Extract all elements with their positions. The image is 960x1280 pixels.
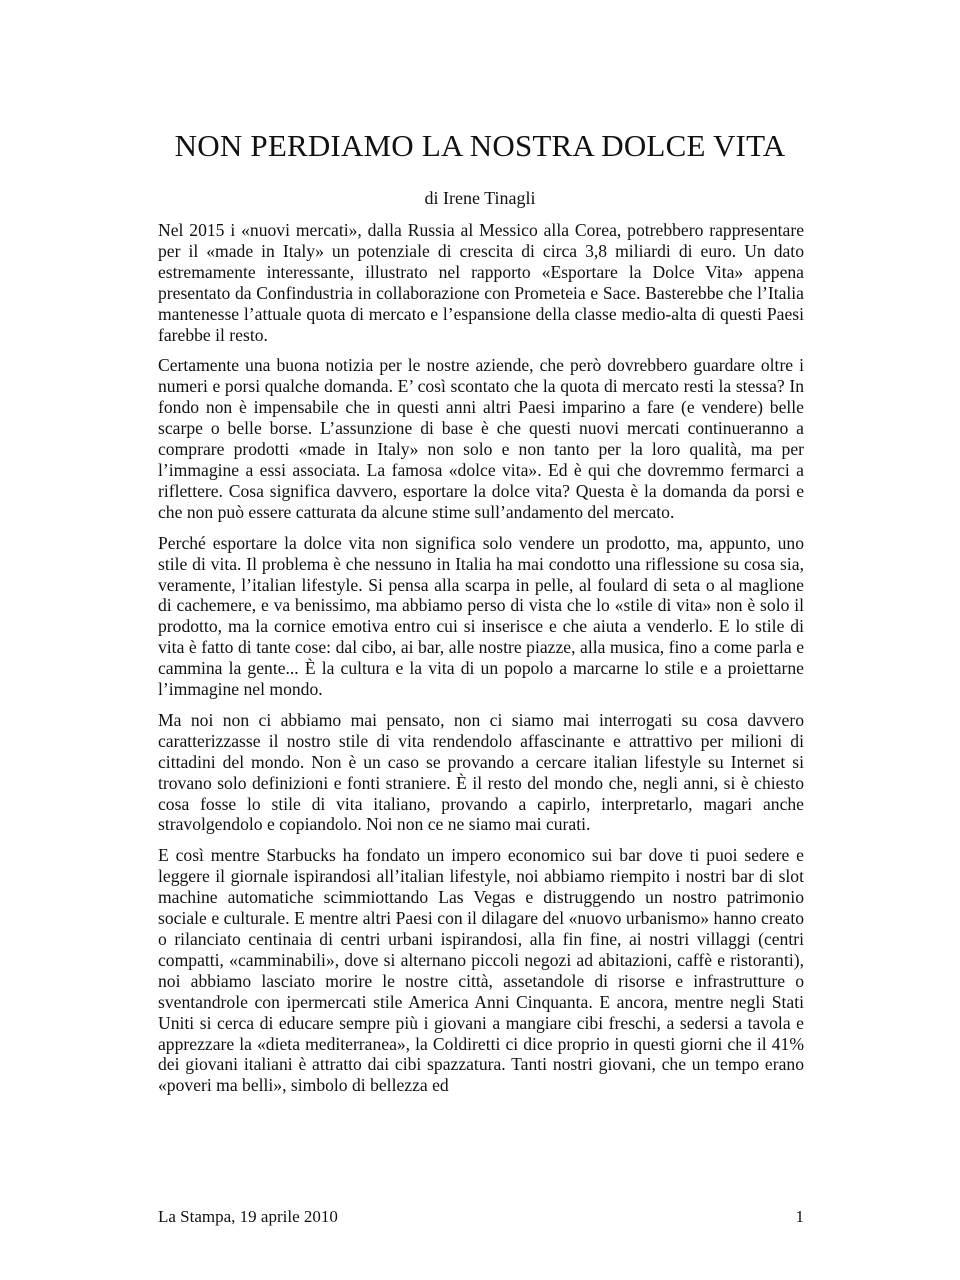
article-body bbox=[158, 220, 804, 1106]
paragraph-2: Certamente una buona notizia per le nostre aziende, che però dovrebbero guardare oltre i numeri e porsi qualche domanda. E’ così scontato che la quota di mercato resti la stessa? In fondo non è impensabile che in questi anni altri Paesi imparino a fare (e vendere) belle scarpe o belle borse. L’assunzione di base è che questi nuovi mercati continueranno a comprare prodotti «made in Italy» non solo e non tanto per la loro qualità, ma per l’immagine a essi associata. La famosa «dolce vita». Ed è qui che dovremmo fermarci a riflettere. Cosa significa davvero, esportare la dolce vita? Questa è la domanda da porsi e che non può essere catturata da alcune stime sull’andamento del mercato. bbox=[158, 355, 804, 522]
article-byline: di Irene Tinagli bbox=[424, 188, 536, 208]
paragraph-3: Perché esportare la dolce vita non significa solo vendere un prodotto, ma, appunto, uno stile di vita. Il problema è che nessuno in Italia ha mai condotto una riflessione su cosa sia, veramente, l’italian lifestyle. Si pensa alla scarpa in pelle, al foulard di seta o al maglione di cachemere, e va benissimo, ma abbiamo perso di vista che lo «stile di vita» non è solo il prodotto, ma la cornice emotiva entro cui si inserisce e che aiuta a venderlo. E lo stile di vita è fatto di tante cose: dal cibo, ai bar, alle nostre piazze, alla musica, fino a come parla e cammina la gente... È la cultura e la vita di un popolo a marcarne lo stile e a proiettarne l’immagine nel mondo. bbox=[158, 532, 804, 700]
page-number: 1 bbox=[795, 1207, 804, 1226]
paragraph-1: Nel 2015 i «nuovi mercati», dalla Russia al Messico alla Corea, potrebbero rappresentare per il «made in Italy» un potenziale di crescita di circa 3,8 miliardi di euro. Un dato estremamente interessante, illustrato nel rapporto «Esportare la Dolce Vita» appena presentato da Confindustria in collaborazione con Prometeia e Sace. Basterebbe che l’Italia mantenesse l’attuale quota di mercato e l’espansione della classe medio-alta di questi Paesi farebbe il resto. bbox=[158, 220, 804, 345]
paragraph-5: E così mentre Starbucks ha fondato un impero economico sui bar dove ti puoi sedere e leggere il giornale ispirandosi all’italian lifestyle, noi abbiamo riempito i nostri bar di slot machine automatiche scimmiottando Las Vegas e distruggendo un nostro patrimonio sociale e culturale. E mentre altri Paesi con il dilagare del «nuovo urbanismo» hanno creato o rilanciato centinaia di centri urbani ispirandosi, alla fin fine, ai nostri villaggi (centri compatti, «camminabili», dove si alternano piccoli negozi ad abitazioni, caffè e ristoranti), noi abbiamo lasciato morire le nostre città, assetandole di risorse e infrastrutture o sventandrole con ipermercati stile America Anni Cinquanta. E ancora, mentre negli Stati Uniti si cerca di educare sempre più i giovani a mangiare cibi freschi, a sedersi a tavola e apprezzare la «dieta mediterranea», la Coldiretti ci dice proprio in questi giorni che il 41% dei giovani italiani è attratto dai cibi spazzatura. Tanti nostri giovani, che un tempo erano «poveri ma belli», simbolo di bellezza ed bbox=[158, 845, 804, 1096]
article-title: NON PERDIAMO LA NOSTRA DOLCE VITA bbox=[174, 128, 786, 163]
paragraph-4: Ma noi non ci abbiamo mai pensato, non ci siamo mai interrogati su cosa davvero caratterizzasse il nostro stile di vita rendendolo affascinante e attrattivo per milioni di cittadini del mondo. Non è un caso se provando a cercare italian lifestyle su Internet si trovano solo definizioni e fonti straniere. È il resto del mondo che, negli anni, si è chiesto cosa fosse lo stile di vita italiano, provando a capirlo, interpretarlo, magari anche stravolgendolo e copiandolo. Noi non ce ne siamo mai curati. bbox=[158, 709, 804, 835]
footer-source: La Stampa, 19 aprile 2010 bbox=[158, 1207, 338, 1226]
page-footer bbox=[158, 1207, 804, 1227]
